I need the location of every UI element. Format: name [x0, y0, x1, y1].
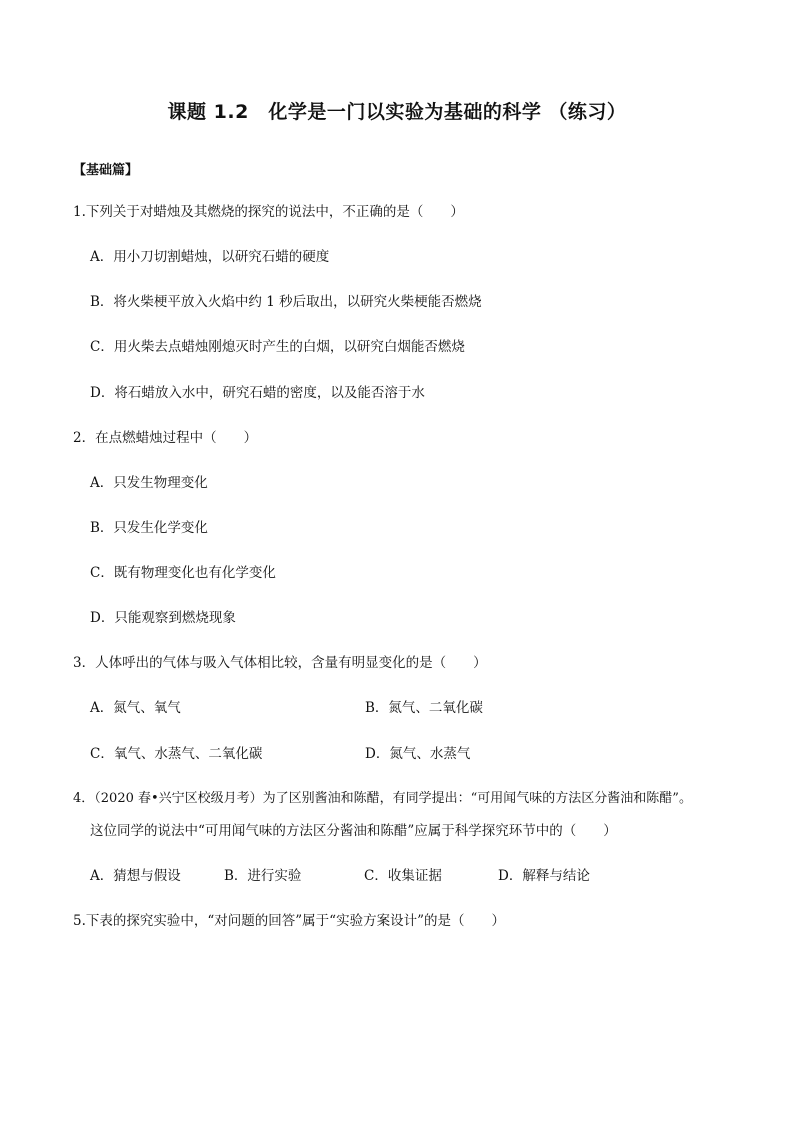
question-1-stem: 1.下列关于对蜡烛及其燃烧的探究的说法中，不正确的是（ ）: [73, 204, 464, 220]
question-2-option-a: A．只发生物理变化: [90, 475, 208, 491]
question-1-option-b: B．将火柴梗平放入火焰中约 1 秒后取出，以研究火柴梗能否燃烧: [90, 294, 482, 310]
question-3-option-d: D．氮气、水蒸气: [365, 746, 471, 762]
question-4-stem-line-1: 4．（2020 春•兴宁区校级月考）为了区别酱油和陈醋，有同学提出：“可用闻气味的方法区分酱油和陈醋”。: [73, 791, 692, 806]
question-5-stem: 5.下表的探究实验中，“对问题的回答”属于“实验方案设计”的是（ ）: [73, 913, 505, 929]
question-4-option-a: A．猜想与假设: [90, 868, 181, 884]
question-2-option-b: B．只发生化学变化: [90, 520, 208, 536]
question-4-stem-line-2: 这位同学的说法中“可用闻气味的方法区分酱油和陈醋”应属于科学探究环节中的（ ）: [90, 823, 617, 839]
question-3-option-c: C．氧气、水蒸气、二氧化碳: [90, 746, 263, 762]
question-3-option-a: A．氮气、氧气: [90, 700, 181, 716]
question-3-stem: 3．人体呼出的气体与吸入气体相比较，含量有明显变化的是（ ）: [73, 655, 487, 671]
question-4-option-c: C．收集证据: [364, 868, 442, 884]
question-1-option-c: C．用火柴去点蜡烛刚熄灭时产生的白烟，以研究白烟能否燃烧: [90, 339, 465, 355]
question-2-option-c: C．既有物理变化也有化学变化: [90, 565, 276, 581]
page-title: 课题 1.2 化学是一门以实验为基础的科学 （练习）: [167, 101, 627, 123]
section-heading: 【基础篇】: [73, 163, 139, 178]
question-4-option-d: D．解释与结论: [498, 868, 590, 884]
question-3-option-b: B．氮气、二氧化碳: [365, 700, 483, 716]
question-2-option-d: D．只能观察到燃烧现象: [90, 610, 236, 626]
question-4-option-b: B．进行实验: [224, 868, 302, 884]
question-1-option-d: D．将石蜡放入水中，研究石蜡的密度，以及能否溶于水: [90, 385, 425, 401]
question-2-stem: 2．在点燃蜡烛过程中（ ）: [73, 430, 258, 446]
question-1-option-a: A．用小刀切割蜡烛，以研究石蜡的硬度: [90, 249, 330, 265]
